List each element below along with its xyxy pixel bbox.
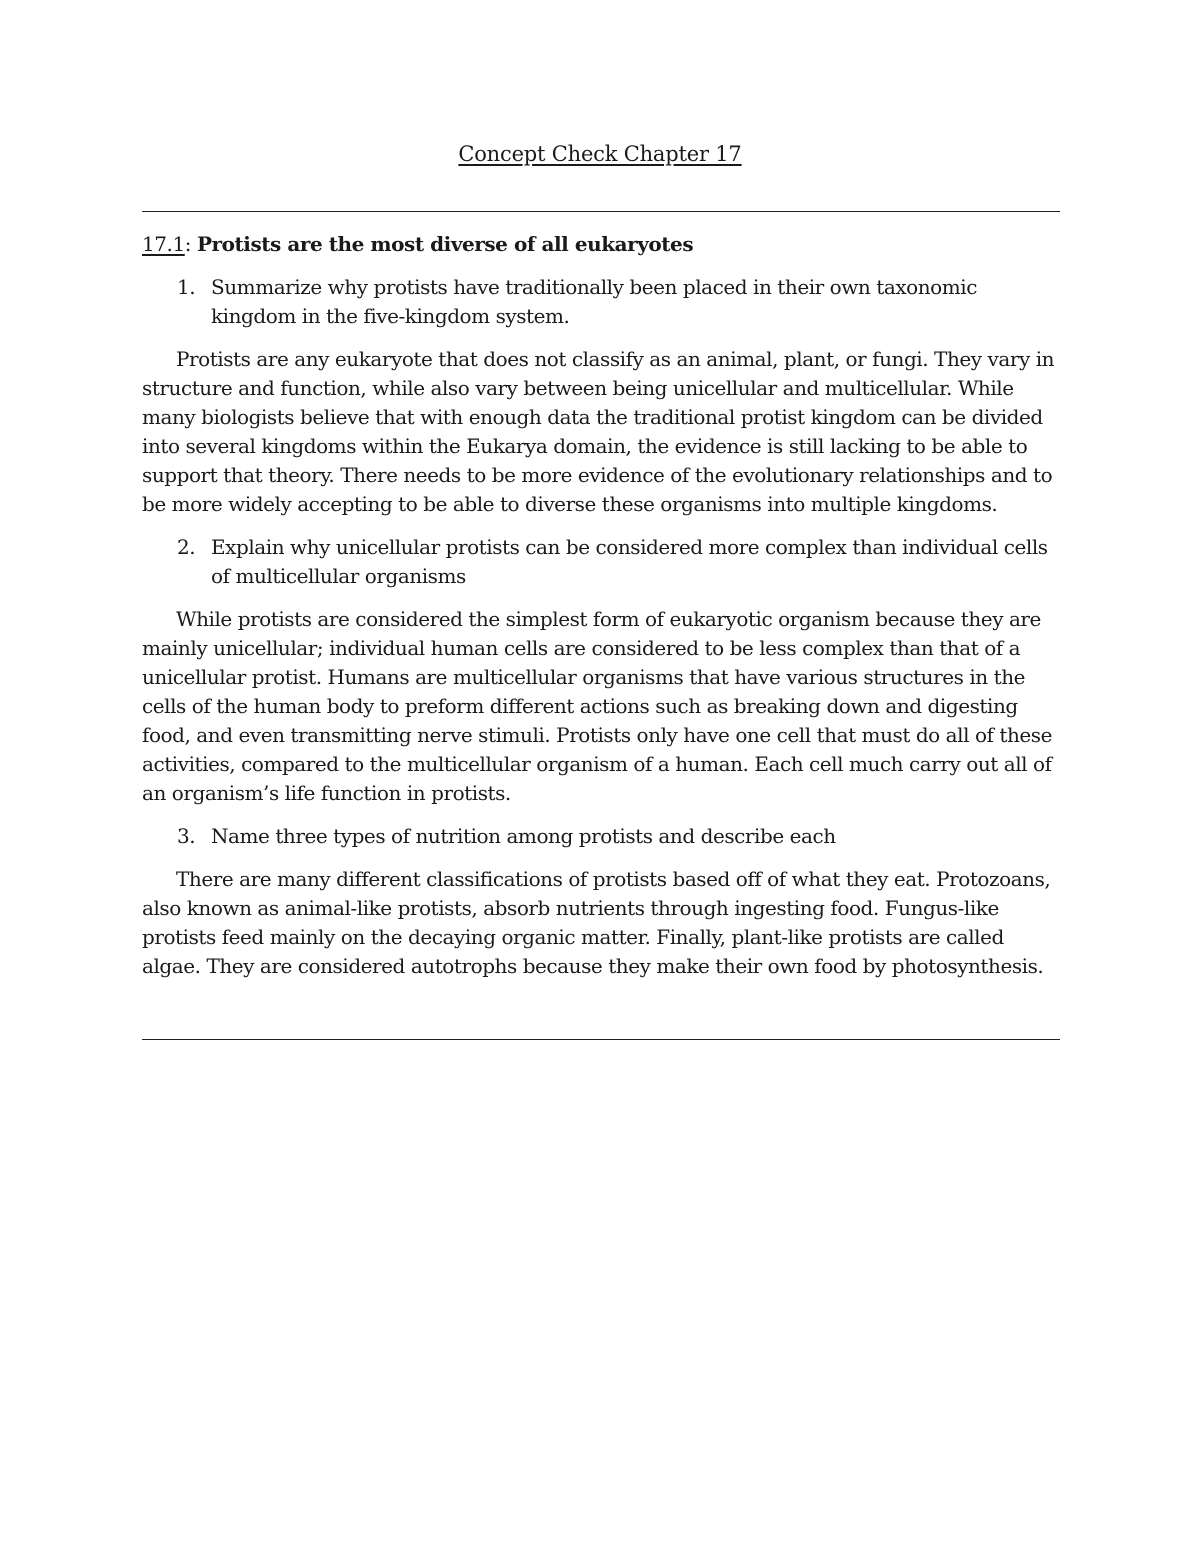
question-1 — [142, 273, 1062, 331]
section-separator: : — [184, 232, 192, 256]
question-number: 1. — [177, 275, 196, 299]
question-text: Summarize why protists have traditionally been placed in their own taxonomic kingdom in the five-kingdom system. — [211, 275, 977, 328]
answer-1: Protists are any eukaryote that does not classify as an animal, plant, or fungi. They vary in structure and function, while also vary between being unicellular and multicellular. While many biologists believe that with enough data the traditional protist kingdom can be divided into several kingdoms within the Eukarya domain, the evidence is still lacking to be able to support that theory. There needs to be more evidence of the evolutionary relationships and to be more widely accepting to be able to diverse these organisms into multiple kingdoms. — [142, 347, 1055, 516]
question-2 — [142, 533, 1062, 591]
question-3 — [142, 822, 1062, 851]
question-number: 2. — [177, 535, 196, 559]
answer-2: While protists are considered the simplest form of eukaryotic organism because they are mainly unicellular; individual human cells are considered to be less complex than that of a unicellular protist. Humans are multicellular organisms that have various structures in the cells of the human body to preform different actions such as breaking down and digesting food, and even transmitting nerve stimuli. Protists only have one cell that must do all of these activities, compared to the multicellular organism of a human. Each cell much carry out all of an organism’s life function in protists. — [142, 607, 1052, 805]
question-text: Explain why unicellular protists can be considered more complex than individual cells of multicellular organisms — [211, 535, 1048, 588]
bottom-divider — [142, 1039, 1060, 1040]
top-divider — [142, 211, 1060, 212]
document-body — [142, 230, 1062, 995]
section-heading — [142, 230, 1062, 259]
page-title: Concept Check Chapter 17 — [458, 142, 742, 166]
answer-3: There are many different classifications of protists based off of what they eat. Protozoans, also known as animal-like protists, absorb nutrients through ingesting food. Fungus-like protists feed mainly on the decaying organic matter. Finally, plant-like protists are called algae. They are considered autotrophs because they make their own food by photosynthesis. — [142, 867, 1051, 978]
section-title: Protists are the most diverse of all eukaryotes — [196, 232, 694, 256]
question-number: 3. — [177, 824, 196, 848]
question-text: Name three types of nutrition among protists and describe each — [211, 824, 836, 848]
section-number: 17.1 — [142, 232, 185, 256]
